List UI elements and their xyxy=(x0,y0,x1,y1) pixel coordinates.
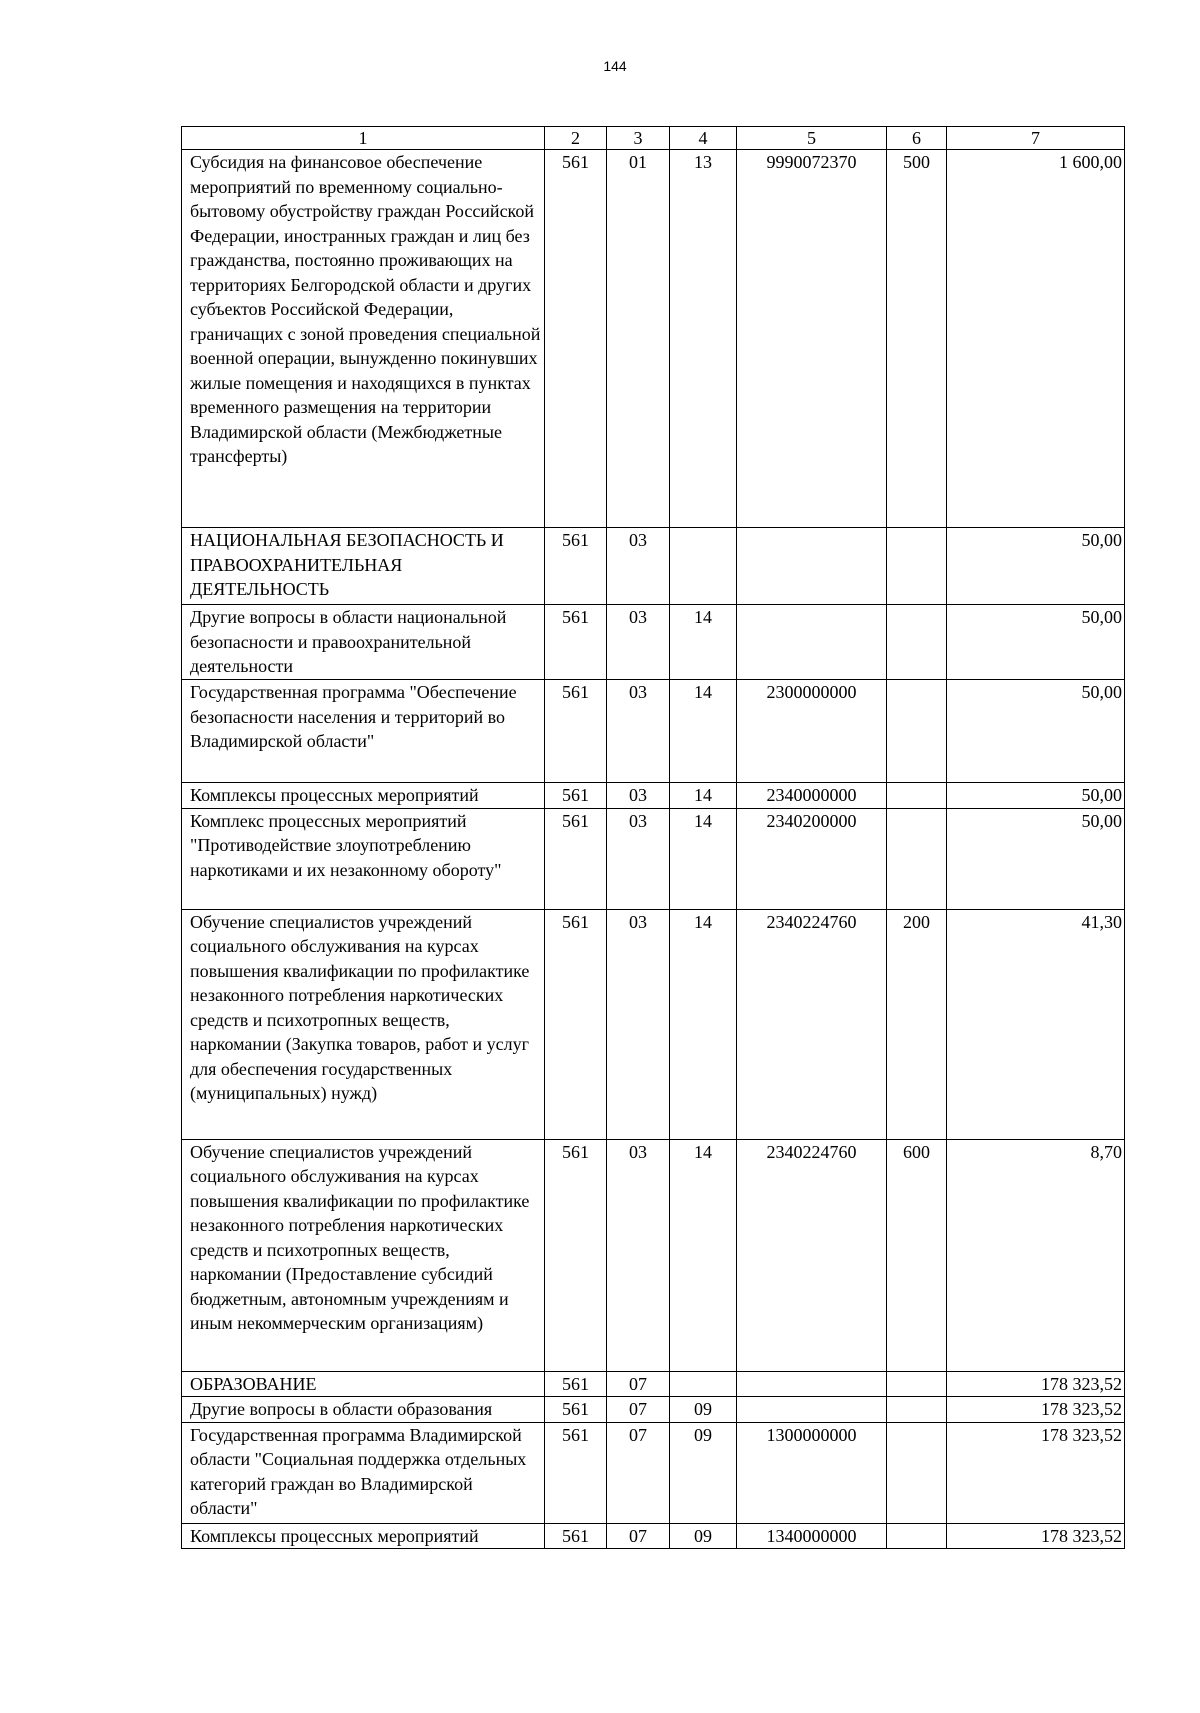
cell-ministry: 561 xyxy=(545,1139,607,1371)
cell-section: 03 xyxy=(607,605,670,680)
cell-section: 03 xyxy=(607,909,670,1139)
row-name: Комплекс процессных мероприятий "Противодействие злоупотреблению наркотиками и их незаконному обороту" xyxy=(182,808,545,909)
cell-amount: 50,00 xyxy=(947,605,1125,680)
cell-section: 07 xyxy=(607,1523,670,1549)
cell-expense-type xyxy=(887,1397,947,1423)
cell-expense-type: 600 xyxy=(887,1139,947,1371)
row-name: Субсидия на финансовое обеспечение мероприятий по временному социально-бытовому обустройству граждан Российской Федерации, иностранных граждан и лиц без гражданства, постоянно проживающих на территориях Белгородской области и других субъектов Российской Федерации, граничащих с зоной проведения специальной военной операции, вынужденно покинувших жилые помещения и находящихся в пунктах временного размещения на территории Владимирской области (Межбюджетные трансферты) xyxy=(182,150,545,528)
cell-ministry: 561 xyxy=(545,528,607,605)
page-number: 144 xyxy=(603,58,627,74)
cell-target-article: 2340224760 xyxy=(737,909,887,1139)
cell-target-article xyxy=(737,1371,887,1397)
cell-ministry: 561 xyxy=(545,808,607,909)
cell-subsection xyxy=(670,528,737,605)
table-row xyxy=(182,605,1125,680)
cell-ministry: 561 xyxy=(545,783,607,809)
column-header: 3 xyxy=(607,127,670,150)
column-header: 5 xyxy=(737,127,887,150)
row-name: Комплексы процессных мероприятий xyxy=(182,1523,545,1549)
cell-target-article xyxy=(737,605,887,680)
cell-subsection: 14 xyxy=(670,605,737,680)
column-header: 7 xyxy=(947,127,1125,150)
cell-expense-type xyxy=(887,528,947,605)
cell-amount: 178 323,52 xyxy=(947,1422,1125,1523)
cell-amount: 1 600,00 xyxy=(947,150,1125,528)
cell-expense-type: 500 xyxy=(887,150,947,528)
cell-amount: 178 323,52 xyxy=(947,1523,1125,1549)
cell-target-article: 2340000000 xyxy=(737,783,887,809)
cell-target-article: 2340224760 xyxy=(737,1139,887,1371)
table-row xyxy=(182,1397,1125,1423)
cell-expense-type xyxy=(887,1422,947,1523)
row-name: Другие вопросы в области образования xyxy=(182,1397,545,1423)
row-name: Другие вопросы в области национальной безопасности и правоохранительной деятельности xyxy=(182,605,545,680)
cell-ministry: 561 xyxy=(545,1397,607,1423)
cell-expense-type xyxy=(887,783,947,809)
column-header: 2 xyxy=(545,127,607,150)
cell-expense-type xyxy=(887,680,947,783)
table-row xyxy=(182,1422,1125,1523)
table-row xyxy=(182,680,1125,783)
cell-subsection: 09 xyxy=(670,1523,737,1549)
column-header: 6 xyxy=(887,127,947,150)
cell-target-article: 1300000000 xyxy=(737,1422,887,1523)
cell-target-article: 2300000000 xyxy=(737,680,887,783)
cell-section: 03 xyxy=(607,783,670,809)
row-name: ОБРАЗОВАНИЕ xyxy=(182,1371,545,1397)
cell-ministry: 561 xyxy=(545,605,607,680)
cell-subsection: 14 xyxy=(670,680,737,783)
row-name: Государственная программа "Обеспечение безопасности населения и территорий во Владимирской области" xyxy=(182,680,545,783)
cell-amount: 178 323,52 xyxy=(947,1371,1125,1397)
cell-ministry: 561 xyxy=(545,1371,607,1397)
cell-subsection: 14 xyxy=(670,1139,737,1371)
cell-target-article: 9990072370 xyxy=(737,150,887,528)
cell-expense-type: 200 xyxy=(887,909,947,1139)
cell-ministry: 561 xyxy=(545,150,607,528)
table-row xyxy=(182,909,1125,1139)
table-row xyxy=(182,1523,1125,1549)
cell-subsection: 13 xyxy=(670,150,737,528)
cell-subsection xyxy=(670,1371,737,1397)
table-row xyxy=(182,1371,1125,1397)
cell-amount: 50,00 xyxy=(947,528,1125,605)
cell-expense-type xyxy=(887,1523,947,1549)
cell-ministry: 561 xyxy=(545,680,607,783)
cell-subsection: 14 xyxy=(670,783,737,809)
cell-expense-type xyxy=(887,605,947,680)
cell-section: 07 xyxy=(607,1397,670,1423)
cell-amount: 178 323,52 xyxy=(947,1397,1125,1423)
budget-table xyxy=(181,126,1125,1549)
cell-section: 07 xyxy=(607,1422,670,1523)
row-name: НАЦИОНАЛЬНАЯ БЕЗОПАСНОСТЬ И ПРАВООХРАНИТЕЛЬНАЯ ДЕЯТЕЛЬНОСТЬ xyxy=(182,528,545,605)
cell-target-article: 1340000000 xyxy=(737,1523,887,1549)
cell-amount: 50,00 xyxy=(947,783,1125,809)
cell-section: 01 xyxy=(607,150,670,528)
cell-subsection: 14 xyxy=(670,909,737,1139)
table-row xyxy=(182,150,1125,528)
cell-ministry: 561 xyxy=(545,909,607,1139)
table-row xyxy=(182,528,1125,605)
row-name: Обучение специалистов учреждений социального обслуживания на курсах повышения квалификации по профилактике незаконного потребления наркотических средств и психотропных веществ, наркомании (Закупка товаров, работ и услуг для обеспечения государственных (муниципальных) нужд) xyxy=(182,909,545,1139)
cell-expense-type xyxy=(887,808,947,909)
cell-section: 03 xyxy=(607,808,670,909)
cell-target-article xyxy=(737,1397,887,1423)
cell-amount: 41,30 xyxy=(947,909,1125,1139)
cell-target-article: 2340200000 xyxy=(737,808,887,909)
row-name: Обучение специалистов учреждений социального обслуживания на курсах повышения квалификации по профилактике незаконного потребления наркотических средств и психотропных веществ, наркомании (Предоставление субсидий бюджетным, автономным учреждениям и иным некоммерческим организациям) xyxy=(182,1139,545,1371)
cell-ministry: 561 xyxy=(545,1422,607,1523)
cell-section: 07 xyxy=(607,1371,670,1397)
cell-section: 03 xyxy=(607,528,670,605)
column-header: 1 xyxy=(182,127,545,150)
cell-expense-type xyxy=(887,1371,947,1397)
cell-ministry: 561 xyxy=(545,1523,607,1549)
table-row xyxy=(182,808,1125,909)
cell-subsection: 09 xyxy=(670,1397,737,1423)
cell-amount: 8,70 xyxy=(947,1139,1125,1371)
cell-amount: 50,00 xyxy=(947,680,1125,783)
row-name: Государственная программа Владимирской области "Социальная поддержка отдельных категорий граждан во Владимирской области" xyxy=(182,1422,545,1523)
header-row xyxy=(182,127,1125,150)
cell-subsection: 09 xyxy=(670,1422,737,1523)
cell-section: 03 xyxy=(607,680,670,783)
cell-section: 03 xyxy=(607,1139,670,1371)
table-row xyxy=(182,783,1125,809)
cell-subsection: 14 xyxy=(670,808,737,909)
column-header: 4 xyxy=(670,127,737,150)
table-row xyxy=(182,1139,1125,1371)
row-name: Комплексы процессных мероприятий xyxy=(182,783,545,809)
cell-target-article xyxy=(737,528,887,605)
cell-amount: 50,00 xyxy=(947,808,1125,909)
